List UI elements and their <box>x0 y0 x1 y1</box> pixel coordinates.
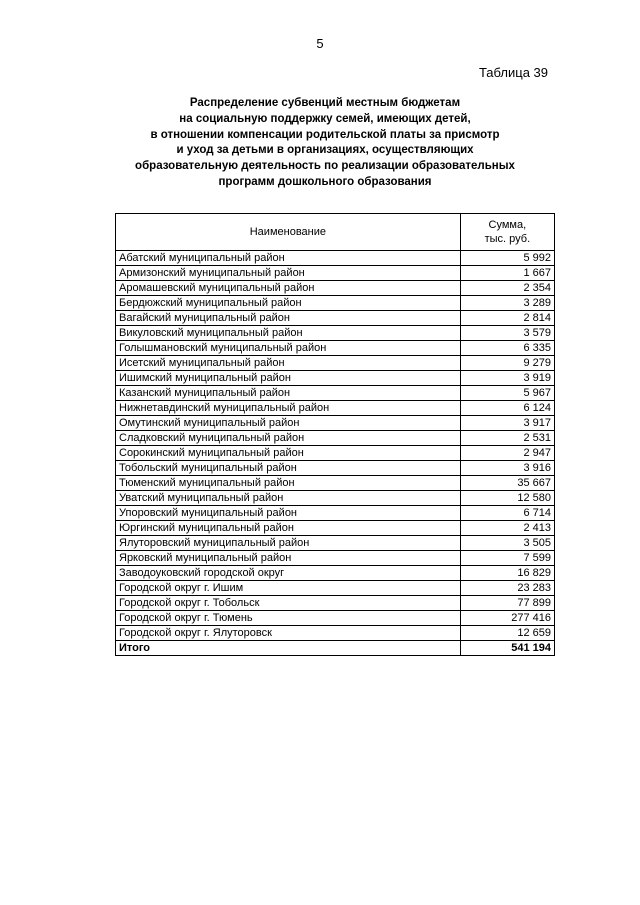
table-header-row <box>116 214 555 251</box>
header-sum-line1: Сумма, <box>488 219 527 231</box>
row-sum: 3 505 <box>460 536 554 551</box>
table-row <box>116 281 555 296</box>
row-name: Казанский муниципальный район <box>116 386 461 401</box>
row-name: Городской округ г. Тобольск <box>116 596 461 611</box>
row-sum: 6 335 <box>460 341 554 356</box>
title-line: образовательную деятельность по реализации образовательных <box>135 160 515 173</box>
title-line: и уход за детьми в организациях, осуществляющих <box>176 144 474 157</box>
row-sum: 3 919 <box>460 371 554 386</box>
table-row <box>116 551 555 566</box>
table-row <box>116 401 555 416</box>
table-row <box>116 596 555 611</box>
table-row <box>116 311 555 326</box>
row-name: Городской округ г. Тюмень <box>116 611 461 626</box>
row-name: Вагайский муниципальный район <box>116 311 461 326</box>
table-row <box>116 356 555 371</box>
row-name: Заводоуковский городской округ <box>116 566 461 581</box>
row-name: Армизонский муниципальный район <box>116 266 461 281</box>
row-name: Городской округ г. Ялуторовск <box>116 626 461 641</box>
row-sum: 3 579 <box>460 326 554 341</box>
table-row <box>116 611 555 626</box>
row-name: Абатский муниципальный район <box>116 251 461 266</box>
row-sum: 9 279 <box>460 356 554 371</box>
table-row <box>116 626 555 641</box>
document-title <box>95 96 555 191</box>
row-name: Тюменский муниципальный район <box>116 476 461 491</box>
row-sum: 5 992 <box>460 251 554 266</box>
table-row <box>116 296 555 311</box>
row-name: Сорокинский муниципальный район <box>116 446 461 461</box>
row-name: Городской округ г. Ишим <box>116 581 461 596</box>
row-sum: 77 899 <box>460 596 554 611</box>
row-name: Уватский муниципальный район <box>116 491 461 506</box>
table-row <box>116 431 555 446</box>
header-sum <box>460 214 554 251</box>
row-name: Викуловский муниципальный район <box>116 326 461 341</box>
table-row <box>116 506 555 521</box>
row-name: Ярковский муниципальный район <box>116 551 461 566</box>
table-row <box>116 371 555 386</box>
row-name: Упоровский муниципальный район <box>116 506 461 521</box>
table-row <box>116 581 555 596</box>
total-label: Итого <box>116 641 461 656</box>
row-name: Голышмановский муниципальный район <box>116 341 461 356</box>
table-row <box>116 251 555 266</box>
row-sum: 6 124 <box>460 401 554 416</box>
row-sum: 2 354 <box>460 281 554 296</box>
row-sum: 6 714 <box>460 506 554 521</box>
row-name: Тобольский муниципальный район <box>116 461 461 476</box>
row-name: Сладковский муниципальный район <box>116 431 461 446</box>
row-sum: 3 916 <box>460 461 554 476</box>
row-sum: 2 531 <box>460 431 554 446</box>
row-sum: 277 416 <box>460 611 554 626</box>
row-name: Бердюжский муниципальный район <box>116 296 461 311</box>
table-row <box>116 446 555 461</box>
row-sum: 3 289 <box>460 296 554 311</box>
row-sum: 1 667 <box>460 266 554 281</box>
header-name: Наименование <box>116 214 461 251</box>
table-row <box>116 566 555 581</box>
title-line: программ дошкольного образования <box>218 175 432 188</box>
row-sum: 2 947 <box>460 446 554 461</box>
total-sum: 541 194 <box>460 641 554 656</box>
table-row <box>116 386 555 401</box>
row-name: Ишимский муниципальный район <box>116 371 461 386</box>
row-sum: 2 814 <box>460 311 554 326</box>
row-name: Аромашевский муниципальный район <box>116 281 461 296</box>
row-name: Исетский муниципальный район <box>116 356 461 371</box>
header-sum-line2: тыс. руб. <box>484 233 531 245</box>
row-name: Юргинский муниципальный район <box>116 521 461 536</box>
table-row <box>116 461 555 476</box>
row-sum: 5 967 <box>460 386 554 401</box>
row-sum: 35 667 <box>460 476 554 491</box>
row-sum: 2 413 <box>460 521 554 536</box>
table-row <box>116 476 555 491</box>
table-row <box>116 521 555 536</box>
table-label: Таблица 39 <box>478 65 548 80</box>
row-sum: 3 917 <box>460 416 554 431</box>
row-sum: 7 599 <box>460 551 554 566</box>
title-line: на социальную поддержку семей, имеющих детей, <box>179 112 471 125</box>
row-sum: 23 283 <box>460 581 554 596</box>
title-line: Распределение субвенций местным бюджетам <box>189 97 461 109</box>
subventions-table <box>115 213 555 656</box>
table-row <box>116 536 555 551</box>
table-row <box>116 491 555 506</box>
row-sum: 16 829 <box>460 566 554 581</box>
title-line: в отношении компенсации родительской платы за присмотр <box>150 128 500 141</box>
row-name: Омутинский муниципальный район <box>116 416 461 431</box>
row-sum: 12 580 <box>460 491 554 506</box>
table-row <box>116 326 555 341</box>
page-number: 5 <box>316 36 324 51</box>
total-row <box>116 641 555 656</box>
row-name: Нижнетавдинский муниципальный район <box>116 401 461 416</box>
table-row <box>116 341 555 356</box>
table-row <box>116 266 555 281</box>
table-body <box>116 251 555 641</box>
row-sum: 12 659 <box>460 626 554 641</box>
table-row <box>116 416 555 431</box>
row-name: Ялуторовский муниципальный район <box>116 536 461 551</box>
